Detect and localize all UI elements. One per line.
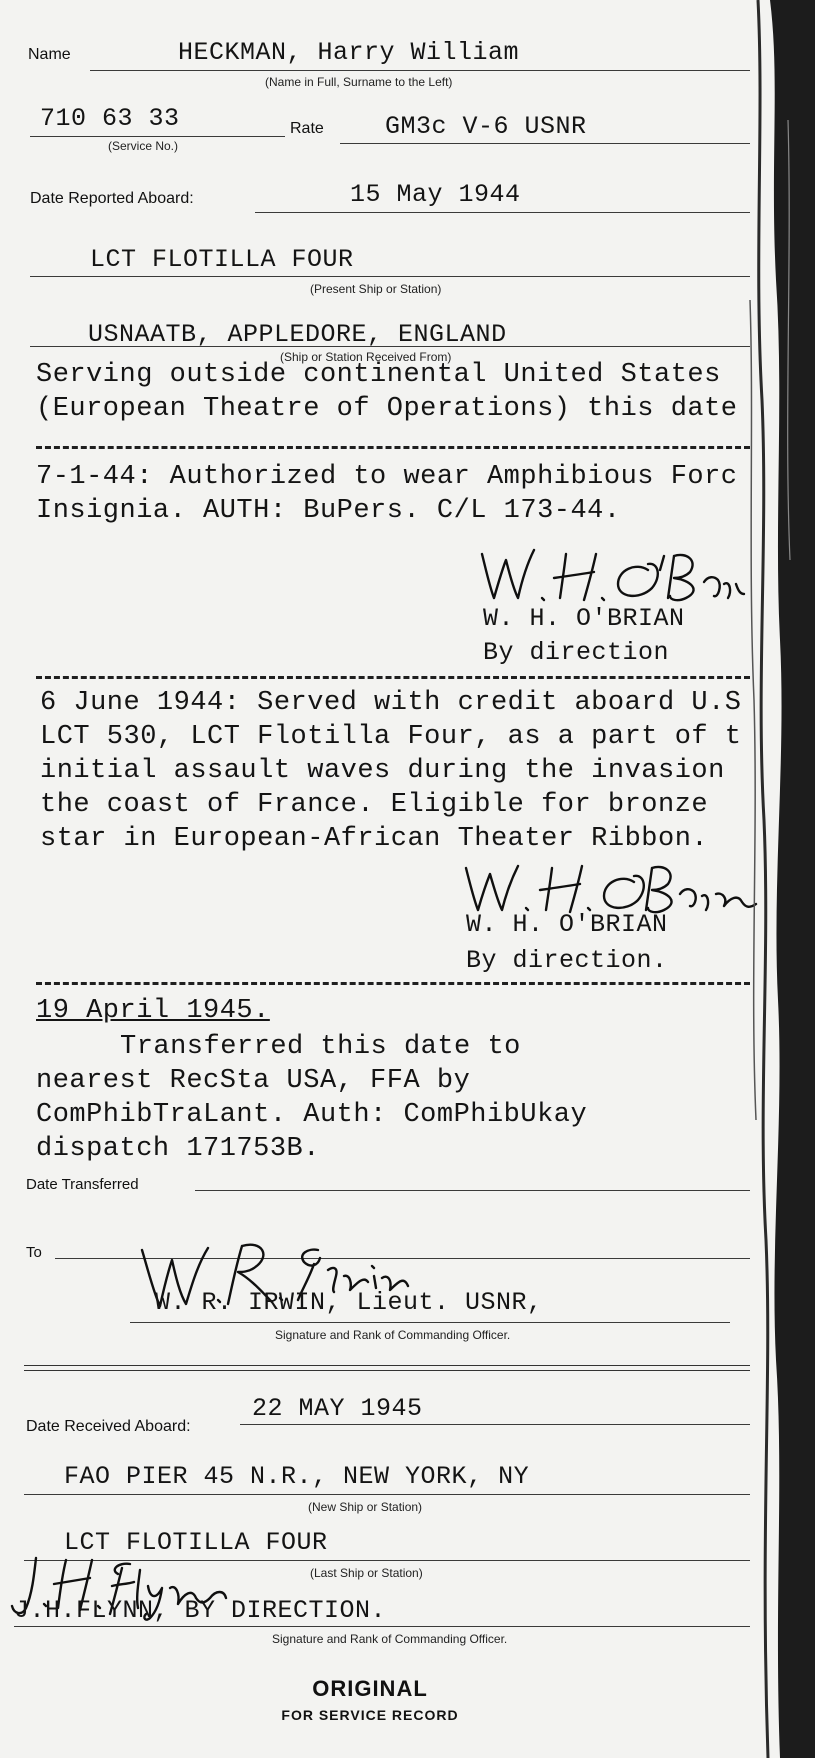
service-no-caption: (Service No.) bbox=[108, 139, 179, 153]
separator-1 bbox=[36, 446, 750, 449]
serving-line-2: (European Theatre of Operations) this date bbox=[36, 394, 738, 424]
torn-page-edge bbox=[740, 0, 815, 1758]
present-ship-rule bbox=[30, 276, 750, 277]
footer-subtitle: FOR SERVICE RECORD bbox=[281, 1707, 459, 1723]
serving-line-1: Serving outside continental United States bbox=[36, 360, 721, 390]
obrian-signature-1 bbox=[478, 540, 753, 610]
service-no-value: 710 63 33 bbox=[40, 104, 180, 133]
footer-title: ORIGINAL bbox=[312, 1676, 428, 1701]
transfer-line-1: Transferred this date to bbox=[120, 1032, 521, 1062]
present-ship-value: LCT FLOTILLA FOUR bbox=[90, 245, 354, 274]
new-ship-caption: (New Ship or Station) bbox=[308, 1500, 423, 1514]
to-label: To bbox=[26, 1244, 42, 1261]
separator-3 bbox=[36, 982, 750, 985]
assault-line-4: the coast of France. Eligible for bronze bbox=[40, 790, 709, 820]
name-caption: (Name in Full, Surname to the Left) bbox=[265, 75, 453, 89]
present-ship-caption: (Present Ship or Station) bbox=[310, 282, 442, 296]
name-label: Name bbox=[28, 46, 71, 63]
co-signature-text: W. R. IRWIN, Lieut. USNR, bbox=[155, 1288, 543, 1317]
insignia-signer-name: W. H. O'BRIAN bbox=[483, 604, 685, 633]
co-signature-rule bbox=[130, 1322, 730, 1323]
date-received-label: Date Received Aboard: bbox=[26, 1418, 191, 1435]
new-ship-value: FAO PIER 45 N.R., NEW YORK, NY bbox=[64, 1462, 530, 1491]
insignia-line-1: 7-1-44: Authorized to wear Amphibious Forc bbox=[36, 462, 738, 492]
name-rule bbox=[90, 70, 750, 71]
obrian-signature-2 bbox=[462, 858, 762, 918]
received-from-caption: (Ship or Station Received From) bbox=[280, 350, 452, 364]
assault-line-1: 6 June 1944: Served with credit aboard U.S bbox=[40, 688, 742, 718]
date-transferred-rule bbox=[195, 1190, 750, 1191]
transfer-line-4: dispatch 171753B. bbox=[36, 1134, 320, 1164]
date-reported-value: 15 May 1944 bbox=[350, 180, 521, 209]
new-ship-rule bbox=[24, 1494, 750, 1495]
assault-signer-name: W. H. O'BRIAN bbox=[466, 910, 668, 939]
insignia-line-2: Insignia. AUTH: BuPers. C/L 173-44. bbox=[36, 496, 621, 526]
assault-line-2: LCT 530, LCT Flotilla Four, as a part of t bbox=[40, 722, 742, 752]
rate-rule bbox=[340, 143, 750, 144]
assault-signer-title: By direction. bbox=[466, 946, 668, 975]
assault-line-5: star in European-African Theater Ribbon. bbox=[40, 824, 709, 854]
rate-label: Rate bbox=[290, 120, 324, 137]
received-signer-caption: Signature and Rank of Commanding Officer. bbox=[272, 1632, 508, 1646]
date-transferred-label: Date Transferred bbox=[26, 1176, 139, 1193]
date-reported-label: Date Reported Aboard: bbox=[30, 190, 194, 207]
date-reported-rule bbox=[255, 212, 750, 213]
last-ship-value: LCT FLOTILLA FOUR bbox=[64, 1528, 328, 1557]
separator-2 bbox=[36, 676, 750, 679]
received-from-value: USNAATB, APPLEDORE, ENGLAND bbox=[88, 320, 507, 349]
section-divider bbox=[24, 1365, 750, 1371]
received-from-rule bbox=[30, 346, 750, 347]
insignia-signer-title: By direction bbox=[483, 638, 670, 667]
last-ship-caption: (Last Ship or Station) bbox=[310, 1566, 423, 1580]
assault-line-3: initial assault waves during the invasion bbox=[40, 756, 725, 786]
service-no-rule bbox=[30, 136, 285, 137]
co-signature-caption: Signature and Rank of Commanding Officer. bbox=[275, 1328, 511, 1342]
name-value: HECKMAN, Harry William bbox=[178, 38, 520, 67]
transfer-line-2: nearest RecSta USA, FFA by bbox=[36, 1066, 471, 1096]
transfer-line-3: ComPhibTraLant. Auth: ComPhibUkay bbox=[36, 1100, 588, 1130]
date-received-value: 22 MAY 1945 bbox=[252, 1394, 423, 1423]
transfer-date: 19 April 1945. bbox=[36, 996, 270, 1026]
received-signer-text: J.H.FLYNN, BY DIRECTION. bbox=[14, 1596, 387, 1625]
received-signer-rule bbox=[14, 1626, 750, 1627]
rate-value: GM3c V-6 USNR bbox=[385, 112, 587, 141]
date-received-rule bbox=[240, 1424, 750, 1425]
